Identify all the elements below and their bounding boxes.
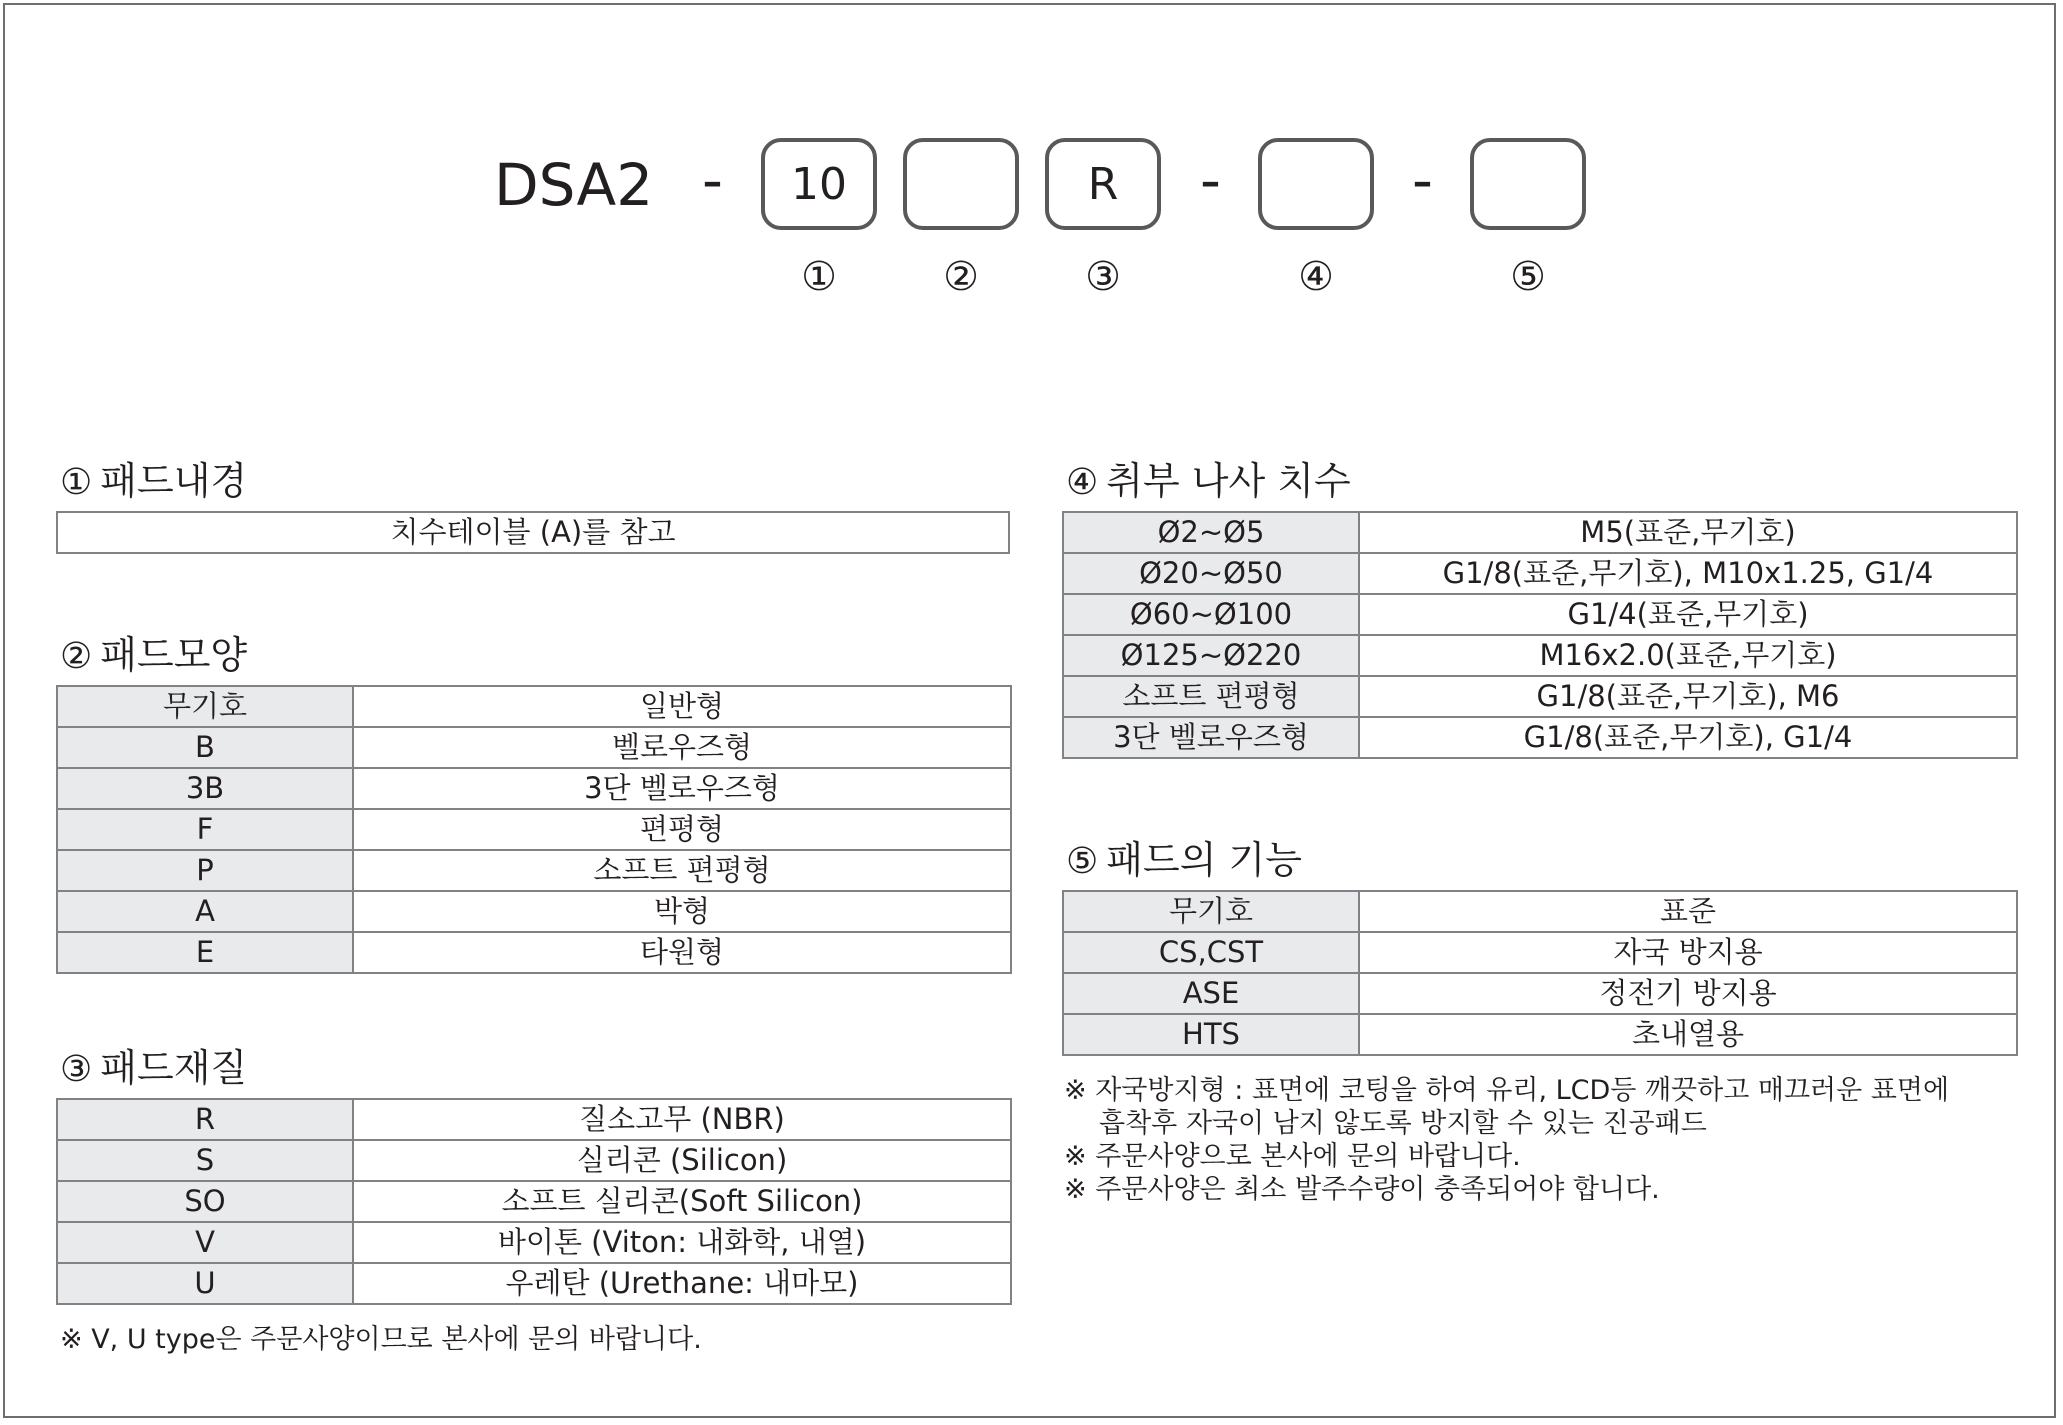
thread-spec: G1/8(표준,무기호), G1/4 <box>1359 717 2017 758</box>
function-desc: 초내열용 <box>1359 1014 2017 1055</box>
section1-title <box>60 458 247 506</box>
shape-desc: 타원형 <box>353 932 1011 973</box>
section1-title-text: 패드내경 <box>100 459 248 503</box>
section3-title <box>60 1045 247 1093</box>
shape-code: B <box>57 727 353 768</box>
shape-desc: 박형 <box>353 891 1011 932</box>
section2-title <box>60 632 247 680</box>
table-row <box>1063 973 2017 1014</box>
table-row <box>57 891 1011 932</box>
material-code: V <box>57 1222 353 1263</box>
material-desc: 질소고무 (NBR) <box>353 1099 1011 1140</box>
thread-spec: M5(표준,무기호) <box>1359 512 2017 553</box>
material-code: S <box>57 1140 353 1181</box>
table-row <box>57 768 1011 809</box>
table-row <box>57 850 1011 891</box>
table-row <box>57 727 1011 768</box>
slot-5-box <box>1470 138 1586 230</box>
slot-5-number: ⑤ <box>1510 254 1546 300</box>
table-row <box>1063 676 2017 717</box>
section3-number: ③ <box>60 1049 93 1090</box>
section2-table <box>56 685 1012 974</box>
slot-3-number: ③ <box>1085 254 1121 300</box>
section1-text: 치수테이블 (A)를 참고 <box>57 512 1009 553</box>
table-row <box>1063 594 2017 635</box>
thread-size-range: 3단 벨로우즈형 <box>1063 717 1359 758</box>
section4-title <box>1066 458 1351 506</box>
section5-note: ※ 주문사양으로 본사에 문의 바랍니다. <box>1064 1141 1521 1172</box>
slot-2-box <box>903 138 1019 230</box>
table-row <box>1063 635 2017 676</box>
thread-size-range: Ø125~Ø220 <box>1063 635 1359 676</box>
model-prefix: DSA2 <box>494 151 654 219</box>
material-desc: 우레탄 (Urethane: 내마모) <box>353 1263 1011 1304</box>
table-row <box>57 809 1011 850</box>
section5-note: ※ 주문사양은 최소 발주수량이 충족되어야 합니다. <box>1064 1174 1660 1205</box>
thread-size-range: 소프트 편평형 <box>1063 676 1359 717</box>
slot-4-number: ④ <box>1298 254 1334 300</box>
table-row <box>57 1222 1011 1263</box>
shape-desc: 편평형 <box>353 809 1011 850</box>
section4-number: ④ <box>1066 462 1099 503</box>
table-row <box>1063 717 2017 758</box>
section5-title-text: 패드의 기능 <box>1106 838 1302 882</box>
table-row <box>57 1140 1011 1181</box>
function-code: 무기호 <box>1063 891 1359 932</box>
table-row <box>1063 891 2017 932</box>
shape-desc: 소프트 편평형 <box>353 850 1011 891</box>
thread-spec: G1/8(표준,무기호), M10x1.25, G1/4 <box>1359 553 2017 594</box>
shape-code: F <box>57 809 353 850</box>
function-code: CS,CST <box>1063 932 1359 973</box>
thread-spec: M16x2.0(표준,무기호) <box>1359 635 2017 676</box>
section5-title <box>1066 837 1302 885</box>
table-row <box>57 932 1011 973</box>
table-row <box>1063 932 2017 973</box>
table-row <box>1063 553 2017 594</box>
material-desc: 바이톤 (Viton: 내화학, 내열) <box>353 1222 1011 1263</box>
function-desc: 정전기 방지용 <box>1359 973 2017 1014</box>
shape-desc: 일반형 <box>353 686 1011 727</box>
section3-title-text: 패드재질 <box>100 1046 248 1090</box>
section2-title-text: 패드모양 <box>100 633 248 677</box>
shape-desc: 벨로우즈형 <box>353 727 1011 768</box>
shape-code: E <box>57 932 353 973</box>
section5-number: ⑤ <box>1066 841 1099 882</box>
material-code: U <box>57 1263 353 1304</box>
separator: - <box>1412 146 1433 214</box>
material-code: R <box>57 1099 353 1140</box>
function-desc: 자국 방지용 <box>1359 932 2017 973</box>
section5-note: ※ 자국방지형 : 표면에 코팅을 하여 유리, LCD등 깨끗하고 매끄러운 표면에 <box>1064 1075 1950 1106</box>
table-row <box>57 686 1011 727</box>
shape-code: 3B <box>57 768 353 809</box>
section3-note: ※ V, U type은 주문사양이므로 본사에 문의 바랍니다. <box>60 1324 702 1355</box>
material-code: SO <box>57 1181 353 1222</box>
separator: - <box>1200 146 1221 214</box>
shape-code: P <box>57 850 353 891</box>
slot-4-box <box>1258 138 1374 230</box>
section2-number: ② <box>60 636 93 677</box>
shape-code: A <box>57 891 353 932</box>
thread-size-range: Ø2~Ø5 <box>1063 512 1359 553</box>
table-row <box>1063 512 2017 553</box>
section3-table <box>56 1098 1012 1305</box>
thread-spec: G1/8(표준,무기호), M6 <box>1359 676 2017 717</box>
thread-size-range: Ø60~Ø100 <box>1063 594 1359 635</box>
shape-desc: 3단 벨로우즈형 <box>353 768 1011 809</box>
thread-size-range: Ø20~Ø50 <box>1063 553 1359 594</box>
table-row <box>57 1263 1011 1304</box>
slot-3-box: R <box>1045 138 1161 230</box>
separator: - <box>702 146 723 214</box>
section1-table <box>56 511 1010 554</box>
table-row <box>57 1099 1011 1140</box>
section5-table <box>1062 890 2018 1056</box>
slot-1-number: ① <box>801 254 837 300</box>
table-row <box>1063 1014 2017 1055</box>
section5-note: 흡착후 자국이 남지 않도록 방지할 수 있는 진공패드 <box>1099 1108 1707 1139</box>
table-row <box>57 1181 1011 1222</box>
material-desc: 실리콘 (Silicon) <box>353 1140 1011 1181</box>
section4-title-text: 취부 나사 치수 <box>1106 459 1351 503</box>
thread-spec: G1/4(표준,무기호) <box>1359 594 2017 635</box>
material-desc: 소프트 실리콘(Soft Silicon) <box>353 1181 1011 1222</box>
slot-2-number: ② <box>943 254 979 300</box>
section1-number: ① <box>60 462 93 503</box>
shape-code: 무기호 <box>57 686 353 727</box>
function-desc: 표준 <box>1359 891 2017 932</box>
section4-table <box>1062 511 2018 759</box>
function-code: HTS <box>1063 1014 1359 1055</box>
function-code: ASE <box>1063 973 1359 1014</box>
slot-1-box: 10 <box>761 138 877 230</box>
